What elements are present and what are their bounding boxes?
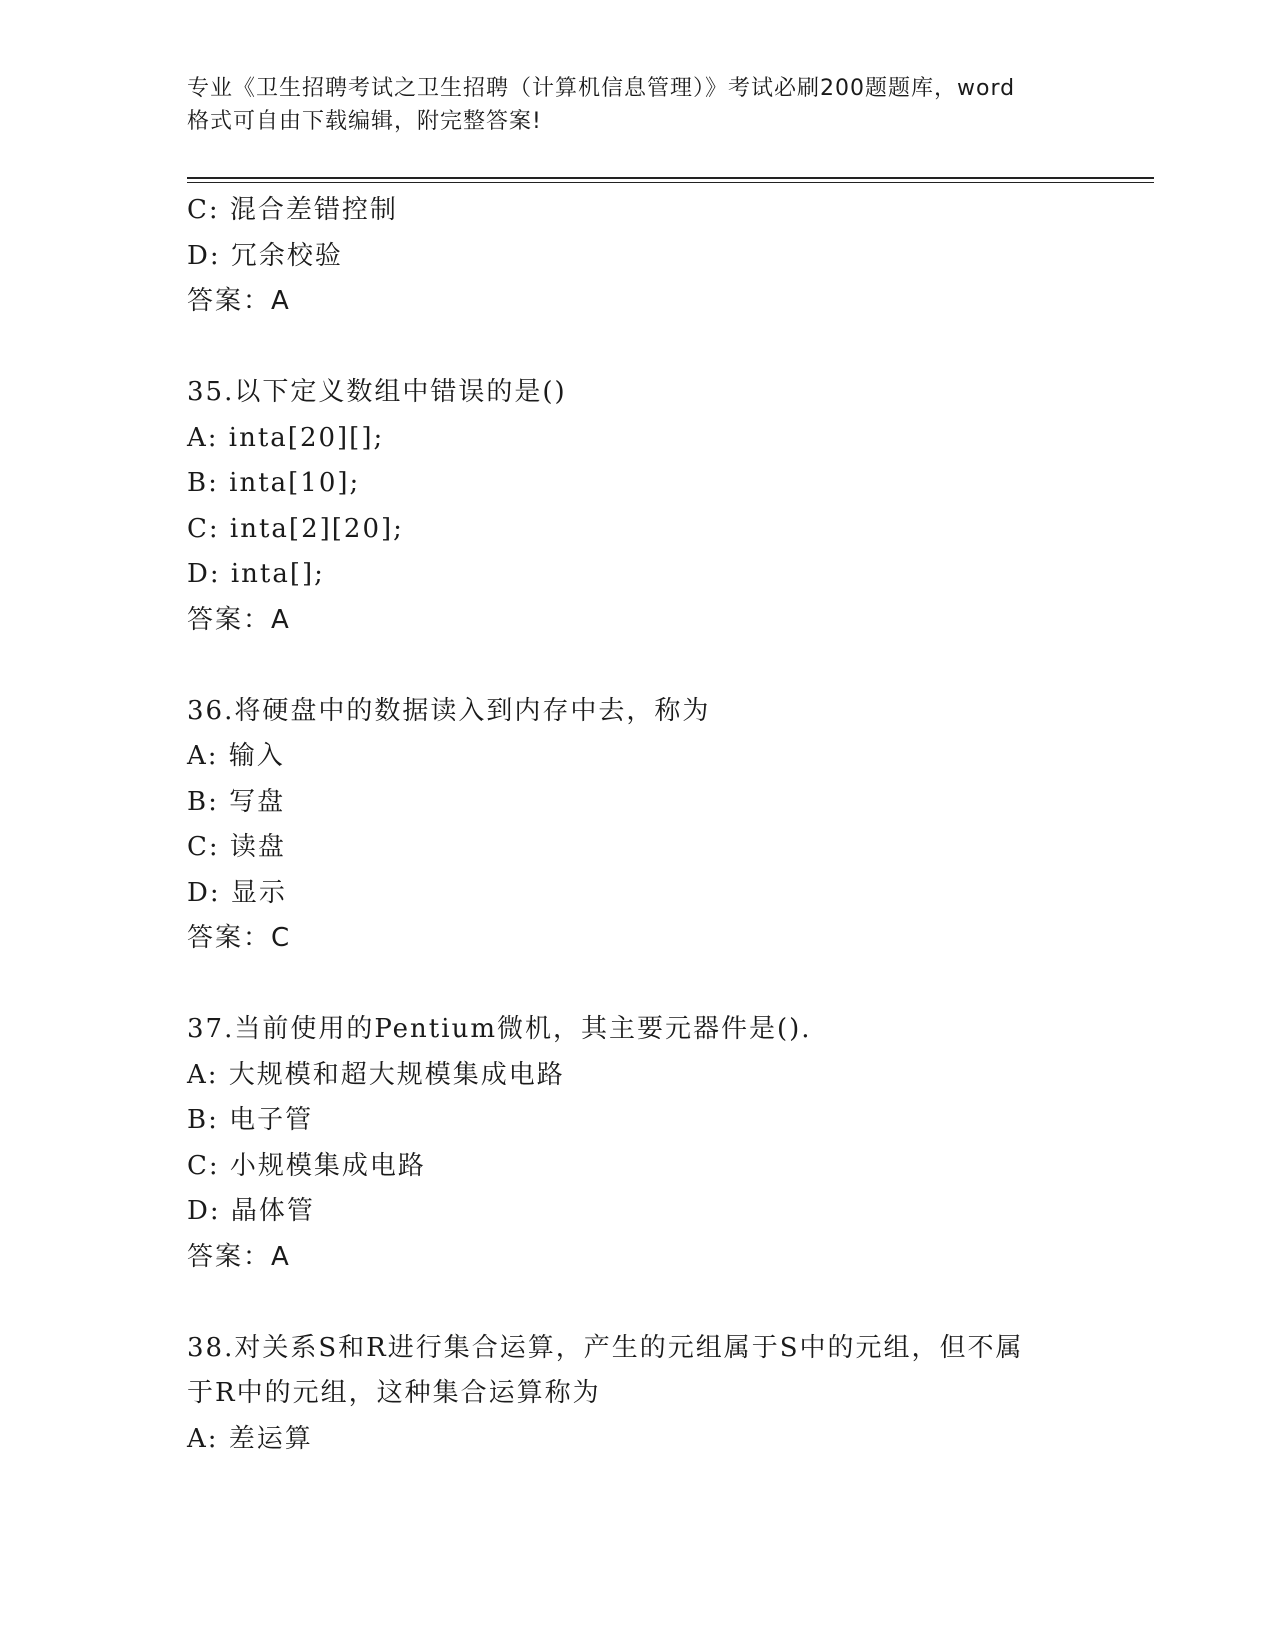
answer-text: 答案：A — [187, 604, 291, 635]
document-header — [187, 72, 1087, 138]
option-b: B: inta[10]; — [187, 468, 361, 498]
question-37 — [187, 1007, 1087, 1280]
question-text-line-1: 38.对关系S和R进行集合运算，产生的元组属于S中的元组，但不属 — [187, 1332, 1024, 1363]
header-divider-thick — [187, 177, 1154, 179]
spacer — [187, 1280, 1087, 1326]
question-text: 37.当前使用的Pentium微机，其主要元器件是(). — [187, 1014, 812, 1044]
question-38 — [187, 1326, 1087, 1463]
option-c: C: inta[2][20]; — [187, 513, 404, 544]
option-d: D: 冗余校验 — [187, 240, 343, 271]
header-divider-thin — [187, 182, 1154, 183]
option-d: D: inta[]; — [187, 559, 325, 589]
option-a: A: inta[20][]; — [187, 422, 385, 453]
option-a: A: 差运算 — [187, 1423, 313, 1454]
header-title-line-1: 专业《卫生招聘考试之卫生招聘（计算机信息管理）》考试必刷200题题库，word — [187, 76, 1016, 101]
header-title-line-2: 格式可自由下载编辑，附完整答案! — [187, 109, 542, 134]
question-35 — [187, 370, 1087, 643]
question-text-line-2: 于R中的元组，这种集合运算称为 — [187, 1378, 601, 1408]
answer-text: 答案：C — [187, 923, 292, 953]
question-list — [187, 188, 1087, 1462]
option-d: D: 晶体管 — [187, 1196, 315, 1226]
answer-text: 答案：A — [187, 286, 291, 316]
question-text: 36.将硬盘中的数据读入到内存中去，称为 — [187, 695, 711, 726]
option-a: A: 大规模和超大规模集成电路 — [187, 1059, 565, 1090]
spacer — [187, 325, 1087, 371]
answer-text: 答案：A — [187, 1241, 291, 1272]
question-36 — [187, 689, 1087, 962]
option-b: B: 写盘 — [187, 786, 286, 817]
option-a: A: 输入 — [187, 741, 285, 771]
question-34-tail — [187, 188, 1087, 325]
spacer — [187, 643, 1087, 689]
option-b: B: 电子管 — [187, 1105, 314, 1135]
option-d: D: 显示 — [187, 877, 287, 908]
spacer — [187, 962, 1087, 1008]
question-text: 35.以下定义数组中错误的是() — [187, 377, 567, 407]
option-c: C: 小规模集成电路 — [187, 1150, 426, 1181]
option-c: C: 读盘 — [187, 832, 286, 862]
option-c: C: 混合差错控制 — [187, 195, 398, 225]
